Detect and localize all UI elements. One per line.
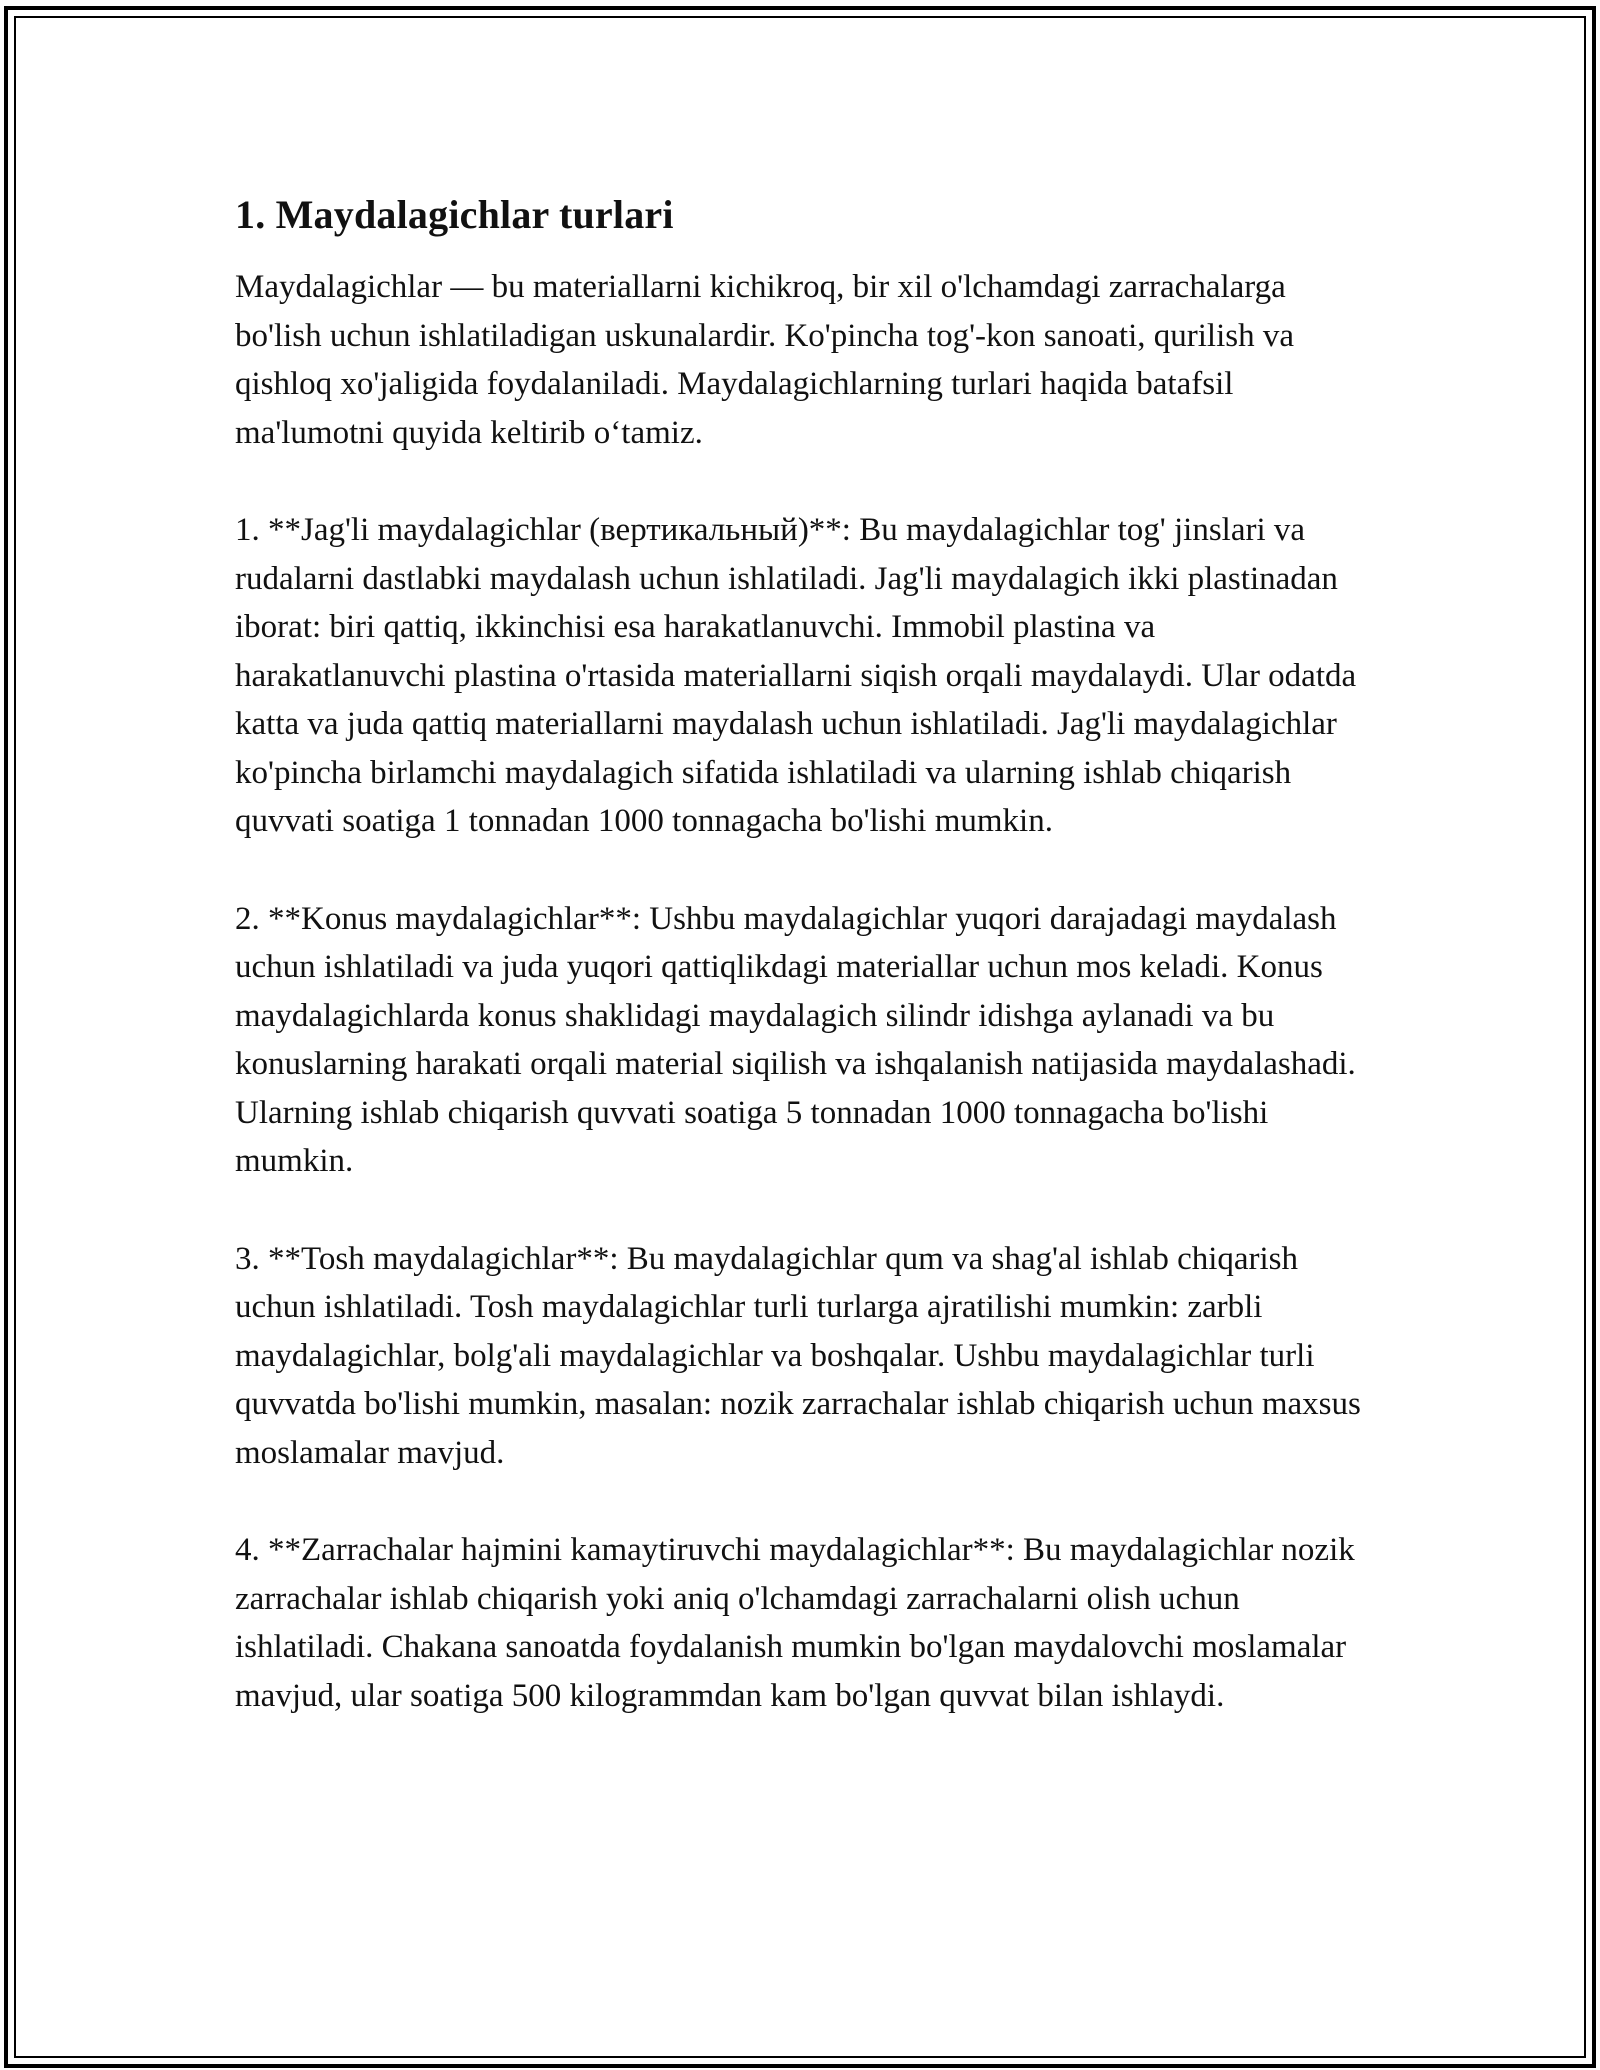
stone-crusher-paragraph: 3. **Tosh maydalagichlar**: Bu maydalagichlar qum va shag'al ishlab chiqarish uchun ishlatiladi. Tosh maydalagichlar turli turlarga ajratilishi mumkin: zarbli maydalagichlar, bolg'ali maydalagichlar va boshqalar. Ushbu maydalagichlar turli quvvatda bo'lishi mumkin, masalan: nozik zarrachalar ishlab chiqarish uchun maxsus moslamalar mavjud. [235, 1240, 1361, 1471]
document-title: 1. Maydalagichlar turlari [235, 192, 674, 237]
cone-crusher-paragraph: 2. **Konus maydalagichlar**: Ushbu maydalagichlar yuqori darajadagi maydalash uchun ishlatiladi va juda yuqori qattiqlikdagi materiallar uchun mos keladi. Konus maydalagichlarda konus shaklidagi maydalagich silindr idishga aylanadi va bu konuslarning harakati orqali material siqilish va ishqalanish natijasida maydalashadi. Ularning ishlab chiqarish quvvati soatiga 5 tonnadan 1000 tonnagacha bo'lishi mumkin. [235, 900, 1356, 1179]
particle-size-reducer-paragraph: 4. **Zarrachalar hajmini kamaytiruvchi maydalagichlar**: Bu maydalagichlar nozik zarrachalar ishlab chiqarish yoki aniq o'lchamdagi zarrachalarni olish uchun ishlatiladi. Chakana sanoatda foydalanish mumkin bo'lgan maydalovchi moslamalar mavjud, ular soatiga 500 kilogrammdan kam bo'lgan quvvat bilan ishlaydi. [235, 1532, 1355, 1714]
intro-paragraph: Maydalagichlar — bu materiallarni kichikroq, bir xil o'lchamdagi zarrachalarga bo'lish uchun ishlatiladigan uskunalardir. Ko'pincha tog'-kon sanoati, qurilish va qishloq xo'jaligida foydalaniladi. Maydalagichlarning turlari haqida batafsil ma'lumotni quyida keltirib o‘tamiz. [235, 269, 1294, 451]
jaw-crusher-paragraph: 1. **Jag'li maydalagichlar (вертикальный)**: Bu maydalagichlar tog' jinslari va rudalarni dastlabki maydalash uchun ishlatiladi. Jag'li maydalagich ikki plastinadan iborat: biri qattiq, ikkinchisi esa harakatlanuvchi. Immobil plastina va harakatlanuvchi plastina o'rtasida materiallarni siqish orqali maydalaydi. Ular odatda katta va juda qattiq materiallarni maydalash uchun ishlatiladi. Jag'li maydalagichlar ko'pincha birlamchi maydalagich sifatida ishlatiladi va ularning ishlab chiqarish quvvati soatiga 1 tonnadan 1000 tonnagacha bo'lishi mumkin. [235, 512, 1357, 839]
document-body [235, 185, 1365, 1769]
